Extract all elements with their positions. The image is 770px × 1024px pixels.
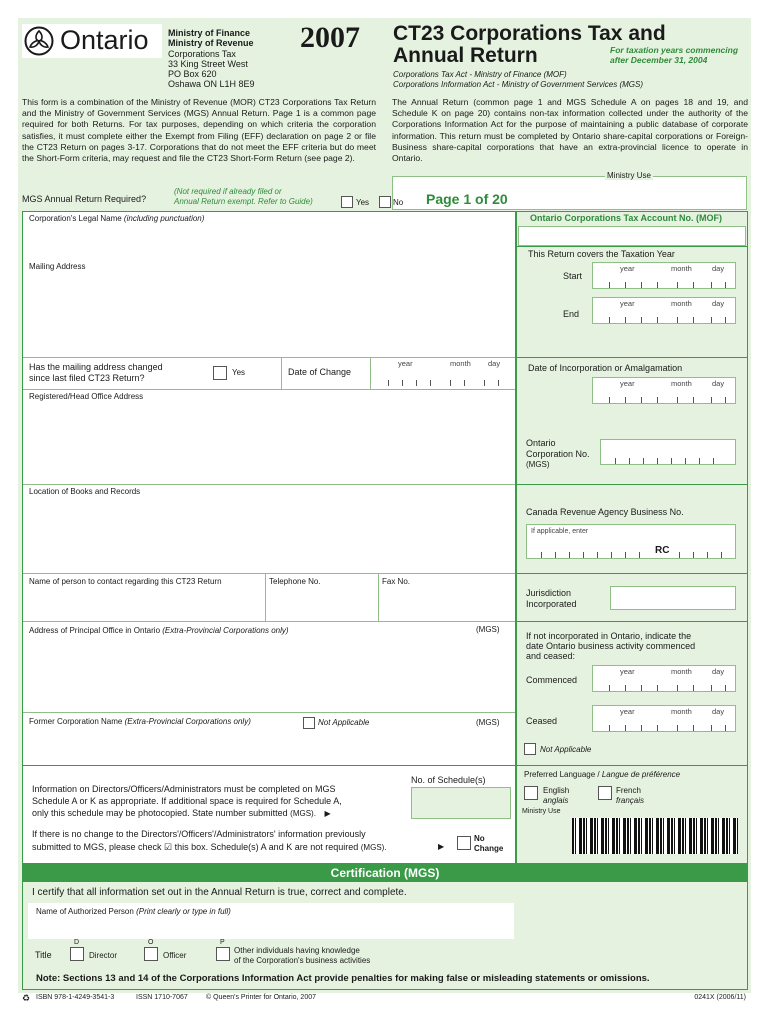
row-line	[517, 573, 748, 574]
inc-year: year	[620, 379, 635, 388]
ontario-logo	[22, 24, 162, 58]
former-name-text: Former Corporation Name	[29, 717, 123, 726]
legal-name-text: Corporation's Legal Name	[29, 214, 122, 223]
schedules-label: No. of Schedule(s)	[411, 775, 486, 785]
ministry-revenue: Ministry of Revenue	[168, 38, 254, 48]
ontario-corp-label-3: (MGS)	[526, 460, 550, 469]
com-day: day	[712, 667, 725, 676]
principal-office-text: Address of Principal Office in Ontario	[29, 626, 161, 635]
no-change-label-1: No	[474, 834, 485, 843]
jurisdiction-input[interactable]	[610, 586, 736, 610]
telephone-input[interactable]	[268, 590, 376, 618]
nochange-2-text: submitted to MGS, please check ☑ this box. Schedule(s) A and K are not required	[32, 842, 359, 852]
inc-month: month	[671, 379, 692, 388]
mgs-required-yes-label: Yes	[356, 198, 370, 207]
directors-info-3	[32, 808, 331, 818]
former-name-na-checkbox[interactable]	[303, 717, 315, 729]
books-location-label: Location of Books and Records	[29, 487, 141, 496]
ceased-na-checkbox[interactable]	[524, 743, 536, 755]
other-checkbox[interactable]	[216, 947, 230, 961]
trillium-icon	[24, 26, 54, 56]
tax-account-input[interactable]	[518, 226, 746, 246]
start-label: Start	[563, 271, 583, 281]
fax-label: Fax No.	[382, 577, 411, 586]
date-change-divider	[281, 357, 282, 389]
ceased-label: Ceased	[526, 716, 558, 726]
address-changed-label-2: since last filed CT23 Return?	[29, 373, 145, 383]
ministry-finance: Ministry of Finance	[168, 28, 251, 38]
com-year: year	[620, 667, 635, 676]
start-date-input[interactable]	[592, 262, 736, 289]
incorporation-date-input[interactable]	[592, 377, 736, 404]
address-line-3: PO Box 620	[168, 69, 217, 79]
commenced-date-input[interactable]	[592, 665, 736, 692]
row-line	[23, 621, 515, 622]
mgs-required-no-checkbox[interactable]	[379, 196, 391, 208]
incorporation-date-label: Date of Incorporation or Amalgamation	[528, 363, 683, 373]
principal-office-label	[29, 626, 289, 635]
former-name-label	[29, 717, 251, 726]
director-checkbox[interactable]	[70, 947, 84, 961]
cea-year: year	[620, 707, 635, 716]
mailing-address-input[interactable]	[26, 274, 512, 354]
end-date-input[interactable]	[592, 297, 736, 324]
address-changed-label-1: Has the mailing address changed	[29, 362, 163, 372]
rc-label: RC	[655, 545, 670, 556]
former-name-input[interactable]	[26, 732, 512, 762]
english-checkbox[interactable]	[524, 786, 538, 800]
row-line	[517, 621, 748, 622]
preferred-language-label	[524, 770, 680, 779]
footer-issn: ISSN 1710-7067	[136, 994, 188, 1001]
anglais-label: anglais	[543, 796, 569, 805]
fax-input[interactable]	[381, 590, 513, 618]
no-change-label-2: Change	[474, 844, 504, 853]
not-incorporated-3: and ceased:	[526, 651, 576, 661]
address-changed-yes-checkbox[interactable]	[213, 366, 227, 380]
principal-office-mgs: (MGS)	[476, 625, 500, 634]
certification-header	[22, 864, 748, 882]
tax-years-note-2: after December 31, 2004	[610, 55, 708, 65]
french-checkbox[interactable]	[598, 786, 612, 800]
ministry-use-bottom-label: Ministry Use	[522, 808, 561, 815]
tax-years-note-1: For taxation years commencing	[610, 45, 739, 55]
end-day: day	[712, 299, 725, 308]
o-code: O	[148, 939, 154, 946]
cea-month: month	[671, 707, 692, 716]
form-title-line-1: CT23 Corporations Tax and	[393, 22, 666, 45]
address-line-2: 33 King Street West	[168, 59, 248, 69]
logo-text: Ontario	[60, 25, 149, 55]
mgs-required-no-label: No	[393, 198, 404, 207]
mailing-address-label: Mailing Address	[29, 262, 86, 271]
preferred-language-en: Preferred Language /	[524, 770, 602, 779]
cra-bn-input[interactable]	[526, 524, 736, 559]
cra-bn-label: Canada Revenue Agency Business No.	[526, 507, 684, 517]
francais-label: français	[616, 796, 645, 805]
ministry-use-label: Ministry Use	[607, 171, 652, 180]
row-line	[517, 484, 748, 485]
not-incorporated-1: If not incorporated in Ontario, indicate the	[526, 631, 692, 641]
registered-office-input[interactable]	[26, 404, 512, 482]
certification-title: Certification (MGS)	[330, 866, 440, 880]
row-line	[23, 573, 515, 574]
row-line	[517, 357, 748, 358]
authorized-name-label	[36, 907, 231, 916]
ceased-na-label: Not Applicable	[540, 745, 592, 754]
ceased-date-input[interactable]	[592, 705, 736, 732]
principal-office-note: (Extra-Provincial Corporations only)	[162, 626, 289, 635]
row-line	[23, 712, 515, 713]
nochange-1: If there is no change to the Directors'/Officers'/Administrators' information previously	[32, 829, 366, 839]
authorized-name-text: Name of Authorized Person	[36, 907, 134, 916]
certification-note: Note: Sections 13 and 14 of the Corporations Information Act provide penalties for making false or misleading statements or omissions.	[36, 973, 650, 984]
act-line-1: Corporations Tax Act - Ministry of Finance (MOF)	[393, 70, 567, 79]
p-code: P	[220, 939, 225, 946]
tax-account-label: Ontario Corporations Tax Account No. (MOF)	[530, 213, 722, 223]
legal-name-note: (including punctuation)	[123, 214, 205, 223]
covers-year-label: This Return covers the Taxation Year	[528, 249, 675, 259]
footer-copyright: © Queen's Printer for Ontario, 2007	[206, 994, 316, 1001]
jurisdiction-label-1: Jurisdiction	[526, 588, 572, 598]
mgs-required-note-2: Annual Return exempt. Refer to Guide)	[174, 197, 313, 206]
arrow-right-icon: ▶	[324, 809, 331, 818]
contact-divider-1	[265, 573, 266, 621]
footer	[22, 994, 748, 1006]
nochange-2	[32, 842, 387, 853]
directors-info-3-text: only this schedule may be photocopied. State number submitted	[32, 808, 288, 818]
jurisdiction-label-2: Incorporated	[526, 599, 577, 609]
directors-info-1: Information on Directors/Officers/Administrators must be completed on MGS	[32, 784, 336, 794]
if-applicable-label: If applicable, enter	[531, 528, 589, 535]
principal-office-input[interactable]	[26, 638, 512, 710]
row-line	[23, 357, 515, 358]
row-line	[23, 389, 515, 390]
start-month: month	[671, 264, 692, 273]
date-of-change-input[interactable]	[374, 368, 512, 386]
recycle-icon: ♻	[22, 993, 31, 1003]
page-label: Page 1 of 20	[426, 191, 508, 207]
certification-statement: I certify that all information set out in the Annual Return is true, correct and complete.	[32, 887, 407, 898]
intro-left: This form is a combination of the Ministry of Revenue (MOR) CT23 Corporations Tax Return and the Ministry of Government Services (MGS) Annual Return. Page 1 is a common page required for both Returns. For tax purposes, depending on which criteria the corporation satisfies, it must complete either the Exempt from Filing (EFF) declaration on page 2 or file the CT23 Return on pages 3-17. Corporations that do not meet the EFF criteria but do meet the Short-Form criteria, may request and file the CT23 Short-Form Return (see page 2).	[22, 97, 376, 164]
cea-day: day	[712, 707, 725, 716]
row-line	[517, 246, 748, 247]
legal-name-input[interactable]	[26, 226, 512, 256]
arrow-right-icon: ▶	[438, 842, 445, 851]
mgs-required-label: MGS Annual Return Required?	[22, 194, 147, 204]
contact-name-label: Name of person to contact regarding this CT23 Return	[29, 577, 222, 586]
officer-checkbox[interactable]	[144, 947, 158, 961]
ontario-corp-label-1: Ontario	[526, 438, 556, 448]
start-day: day	[712, 264, 725, 273]
commenced-label: Commenced	[526, 675, 578, 685]
english-label: English	[543, 786, 570, 795]
ontario-corp-no-input[interactable]	[600, 439, 736, 465]
date-change-day: day	[488, 359, 501, 368]
start-year: year	[620, 264, 635, 273]
mgs-required-yes-checkbox[interactable]	[341, 196, 353, 208]
end-year: year	[620, 299, 635, 308]
end-label: End	[563, 309, 580, 319]
director-label: Director	[89, 951, 118, 960]
contact-name-input[interactable]	[26, 590, 262, 618]
footer-form-no: 0241X (2006/11)	[694, 994, 746, 1001]
act-line-2: Corporations Information Act - Ministry of Government Services (MGS)	[393, 80, 643, 89]
intro-right: The Annual Return (common page 1 and MGS Schedule A on pages 18 and 19, and Schedule K on page 20) contains non-tax information collected under the authority of the Corporations Information Act for the purpose of maintaining a public database of corporate information. This return must be completed by Ontario share-capital corporations or Foreign-Business share-capital corporations that have an extra-provincial licence to operate in Ontario.	[392, 97, 748, 164]
title-label: Title	[35, 950, 52, 960]
schedules-count-input[interactable]	[411, 787, 511, 819]
footer-isbn: ISBN 978-1-4249-3541-3	[36, 994, 115, 1001]
date-change-year: year	[398, 359, 413, 368]
row-line	[23, 484, 515, 485]
not-incorporated-2: date Ontario business activity commenced	[526, 641, 696, 651]
address-line-1: Corporations Tax	[168, 49, 236, 59]
date-change-divider-2	[370, 357, 371, 389]
com-month: month	[671, 667, 692, 676]
preferred-language-fr: Langue de préférence	[601, 770, 681, 779]
date-of-change-label: Date of Change	[288, 367, 352, 377]
nochange-2-mgs: (MGS).	[360, 843, 387, 852]
former-name-note: (Extra-Provincial Corporations only)	[124, 717, 251, 726]
registered-office-label: Registered/Head Office Address	[29, 392, 144, 401]
telephone-label: Telephone No.	[269, 577, 321, 586]
other-label-2: of the Corporation's business activities	[234, 956, 371, 965]
form-title-line-2: Annual Return	[393, 44, 538, 67]
barcode	[572, 818, 738, 854]
other-label-1: Other individuals having knowledge	[234, 946, 360, 955]
end-month: month	[671, 299, 692, 308]
french-label: French	[616, 786, 641, 795]
former-name-na-label: Not Applicable	[318, 718, 370, 727]
legal-name-label	[29, 214, 204, 223]
form-year: 2007	[300, 21, 360, 54]
date-change-month: month	[450, 359, 471, 368]
ontario-corp-label-2: Corporation No.	[526, 449, 590, 459]
directors-info-3-mgs: (MGS).	[290, 809, 316, 818]
ministry-block	[168, 28, 298, 89]
contact-divider-2	[378, 573, 379, 621]
address-line-4: Oshawa ON L1H 8E9	[168, 79, 255, 89]
address-changed-yes-label: Yes	[232, 368, 246, 377]
no-change-checkbox[interactable]	[457, 836, 471, 850]
books-location-input[interactable]	[26, 499, 512, 571]
authorized-name-note: (Print clearly or type in full)	[136, 907, 231, 916]
inc-day: day	[712, 379, 725, 388]
officer-label: Officer	[163, 951, 187, 960]
d-code: D	[74, 939, 80, 946]
directors-info-2: Schedule A or K as appropriate. If additional space is required for Schedule A,	[32, 796, 342, 806]
former-name-mgs: (MGS)	[476, 718, 500, 727]
mgs-required-note-1: (Not required if already filed or	[174, 187, 282, 196]
